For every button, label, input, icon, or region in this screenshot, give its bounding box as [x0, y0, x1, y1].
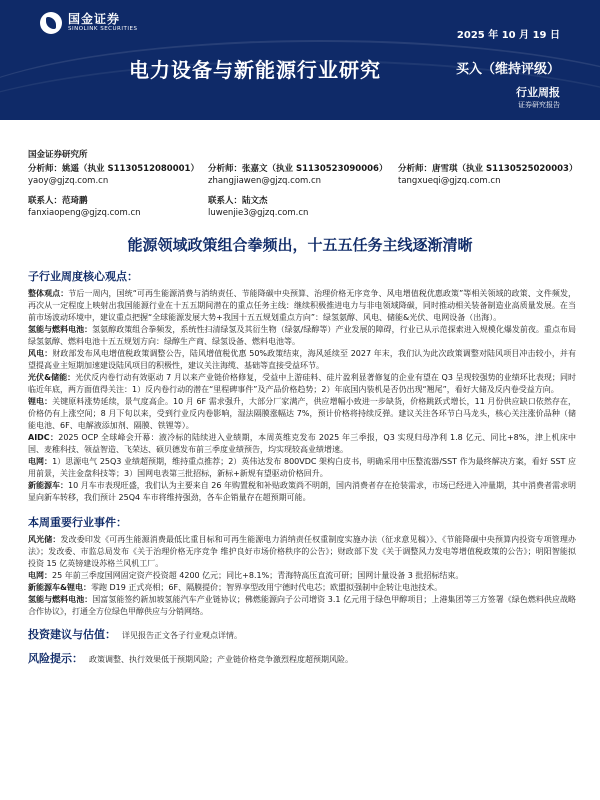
paragraph-label: 风电： [28, 349, 53, 358]
company-logo [40, 12, 137, 34]
contact-name: 联系人：范琦鹏 [28, 196, 88, 206]
paragraph-event-grid [28, 570, 576, 582]
section-title-advice: 投资建议与估值： [28, 628, 116, 641]
contact-email[interactable]: fanxiaopeng@gjzq.com.cn [28, 208, 141, 218]
paragraph-label: AIDC： [28, 433, 59, 442]
paragraph-text: 光伏反内卷行动有效驱动 7 月以来产业链价格修复，受益中上游硅料、硅片盈利显著修复的企业有望在 Q3 呈现较强势的业绩环比表现；同时临近年底，两方面值得关注：1）反内卷行动的潜在“里程碑事件”及产品价格趋势；2）年底国内装机是否仍出现“翘尾”，看好大储及反内卷受益方向。 [28, 373, 576, 394]
paragraph-label: 电网： [28, 457, 53, 466]
paragraph-label: 锂电： [28, 397, 53, 406]
analyst-email[interactable]: yaoy@gjzq.com.cn [28, 176, 109, 186]
paragraph-nev [28, 480, 576, 504]
contact-row [28, 195, 578, 227]
rating-badge: 买入（维持评级） [455, 62, 560, 77]
paragraph-event-hydrogen [28, 594, 576, 618]
paragraph-event-wind-pv [28, 534, 576, 570]
paragraph-pv-storage [28, 372, 576, 396]
analyst-name: 分析师：姚遥（执业 S1130512080001） [28, 164, 199, 174]
contact-name: 联系人：陆文杰 [208, 196, 268, 206]
analyst-name: 分析师：唐雪琪（执业 S1130525020003） [398, 164, 578, 174]
paragraph-lithium [28, 396, 576, 432]
paragraph-text: 发改委印发《可再生能源消费最低比重目标和可再生能源电力消纳责任权重制度实施办法（征求意见稿）》、《节能降碳中央预算内投资专项管理办法》；发改委、市监总局发布《关于治理价格无序竞争 维护良好市场价格秩序的公告》；财政部下发《关于调整风力发电等增值税政策的公告》；明阳智能拟投资 15 亿英镑建设苏格兰风机工厂。 [28, 535, 577, 568]
institute-name: 国金证券研究所 [28, 150, 88, 160]
risk-warning [28, 650, 576, 666]
paragraph-text: 财政部发布风电增值税政策调整公告，陆风增值税优惠 50%政策结束，海风延续至 2027 年末，我们认为此次政策调整对陆风项目冲击较小，并有望提高业主短期加速建设陆风项目的积极性，建议关注海缆、基础等直接受益环节。 [28, 349, 577, 370]
paragraph-label: 风光储： [28, 535, 61, 544]
paragraph-text: 氢氨醇政策组合拳频发，系统性扫清绿氢及其衍生物（绿氨/绿醇等）产业发展的障碍，行业已从示范探索进入规模化爆发前夜。重点布局绿氢氨醇、燃料电池十五五规划方向：绿醇生产商、绿氢设备、燃料电池等。 [28, 325, 576, 346]
paragraph-overall [28, 288, 576, 324]
paragraph-text: 1）思源电气 25Q3 业绩超预期，维持重点推荐；2）英伟达发布 800VDC 架构白皮书，明确采用中压整流器/SST 作为最终解决方案，看好 SST 应用前景，关注金盘科技等；3）国网电表第三批招标，新标+新规有望驱动价格回升。 [28, 457, 577, 478]
paragraph-label: 光伏&储能： [28, 373, 76, 382]
paragraph-text: 国富氢能签约新加坡氢能汽车产业链协议；佛燃能源向子公司增资 3.1 亿元用于绿色甲醇项目；上港集团等三方签署《绿色燃料供应战略合作协议》，打通全方位绿色甲醇供应与分销网络。 [28, 595, 576, 616]
paragraph-text: 零跑 D19 正式亮相；6F、隔膜提价；智界享型改用宁德时代电芯；欧盟拟强制中企转让电池技术。 [90, 583, 443, 592]
paragraph-grid [28, 456, 576, 480]
contact-email[interactable]: luwenjie3@gjzq.com.cn [208, 208, 309, 218]
analyst-name: 分析师：张嘉文（执业 S1130523090006） [208, 164, 388, 174]
investment-advice [28, 626, 576, 642]
logo-name-en: SINOLINK SECURITIES [68, 26, 138, 33]
paragraph-hydrogen [28, 324, 576, 348]
section-title-risk: 风险提示： [28, 652, 83, 665]
report-type: 行业周报 [516, 86, 560, 99]
section-title-core-views: 子行业周度核心观点： [28, 270, 138, 283]
analyst-block [28, 148, 578, 227]
report-body [28, 262, 576, 666]
analyst-row [28, 163, 578, 195]
risk-text: 政策调整、执行效果低于预期风险；产业链价格竞争激烈程度超预期风险。 [89, 655, 353, 664]
paragraph-wind [28, 348, 576, 372]
advice-text: 详见报告正文各子行业观点详情。 [122, 631, 242, 640]
logo-icon [40, 12, 62, 34]
paragraph-label: 氢能与燃料电池： [28, 325, 93, 334]
paragraph-event-nev [28, 582, 576, 594]
paragraph-label: 氢能与燃料电池： [28, 595, 93, 604]
report-header [0, 0, 600, 120]
paragraph-label: 新能源车&锂电： [28, 583, 91, 592]
report-category: 证券研究报告 [518, 101, 560, 109]
paragraph-label: 新能源车： [28, 481, 69, 490]
paragraph-text: 10 月车市表现旺盛，我们认为主要来自 26 年购置税和补贴政策尚不明朗，国内消费者存在抢装需求，市场已经进入冲量期，其中消费者需求明显向新车转移，我们预计 25Q4 车市将维持强劲，各车企销量存在超预期可能。 [28, 481, 577, 502]
report-title: 电力设备与新能源行业研究 [129, 58, 381, 82]
paragraph-label: 电网： [28, 571, 52, 580]
paragraph-text: 2025 OCP 全球峰会开幕：液冷标的陆续进入业绩期，本周英维克发布 2025 年三季报，Q3 实现归母净利 1.8 亿元、同比+8%，津上机床中国、麦稚科技、领益智造、飞荣达、硕贝德发布前三季度业绩预告，均实现较高业绩增速。 [28, 433, 576, 454]
analyst-email[interactable]: tangxueqi@gjzq.com.cn [398, 176, 501, 186]
paragraph-text: 节后一周内，国统“可再生能源消费与消纳责任、节能降碳中央预算、治理价格无序竞争、风电增值税优惠政策”等相关领域的政策、文件频发，再次从一定程度上映射出我国能源行业在十五五期间潜在的重点任务主线：继续积极推进电力与非电领域降碳，同时推动相关装备制造业高质量发展。在当前市场波动环境中，建议重点把握“全球能源发展大势+我国十五五规划重点方向”：绿氢氨醇、风电、储能&光伏、电网设备（出海）。 [28, 289, 576, 322]
paragraph-text: 关键原料涨势延续，景气度高企。10 月 6F 需求强升，大部分厂家满产，供应增幅小致进一步缺货，价格跳跃式增长，11 月份供应缺口依然存在，价格仍有上涨空间；8 月下旬以来，受到行业反内卷影响，湿法隔膜涨幅达 7%，预计价格将持续反弹。建议关注各环节白马龙头，核心关注涨价品种（储能电池、6F、电解液添加剂、隔膜、铁锂等）。 [28, 397, 576, 430]
report-date: 2025 年 10 月 19 日 [456, 30, 560, 41]
analyst-email[interactable]: zhangjiawen@gjzq.com.cn [208, 176, 322, 186]
paragraph-label: 整体观点： [28, 289, 69, 298]
paragraph-text: 25 年前三季度国网固定资产投资超 4200 亿元；同比+8.1%；青海特高压直流可研；国网计量设备 3 批招标结束。 [52, 571, 464, 580]
report-headline: 能源领域政策组合拳频出，十五五任务主线逐渐清晰 [127, 236, 473, 254]
section-title-events: 本周重要行业事件： [28, 516, 127, 529]
paragraph-aidc [28, 432, 576, 456]
logo-name-cn: 国金证券 [68, 12, 121, 27]
